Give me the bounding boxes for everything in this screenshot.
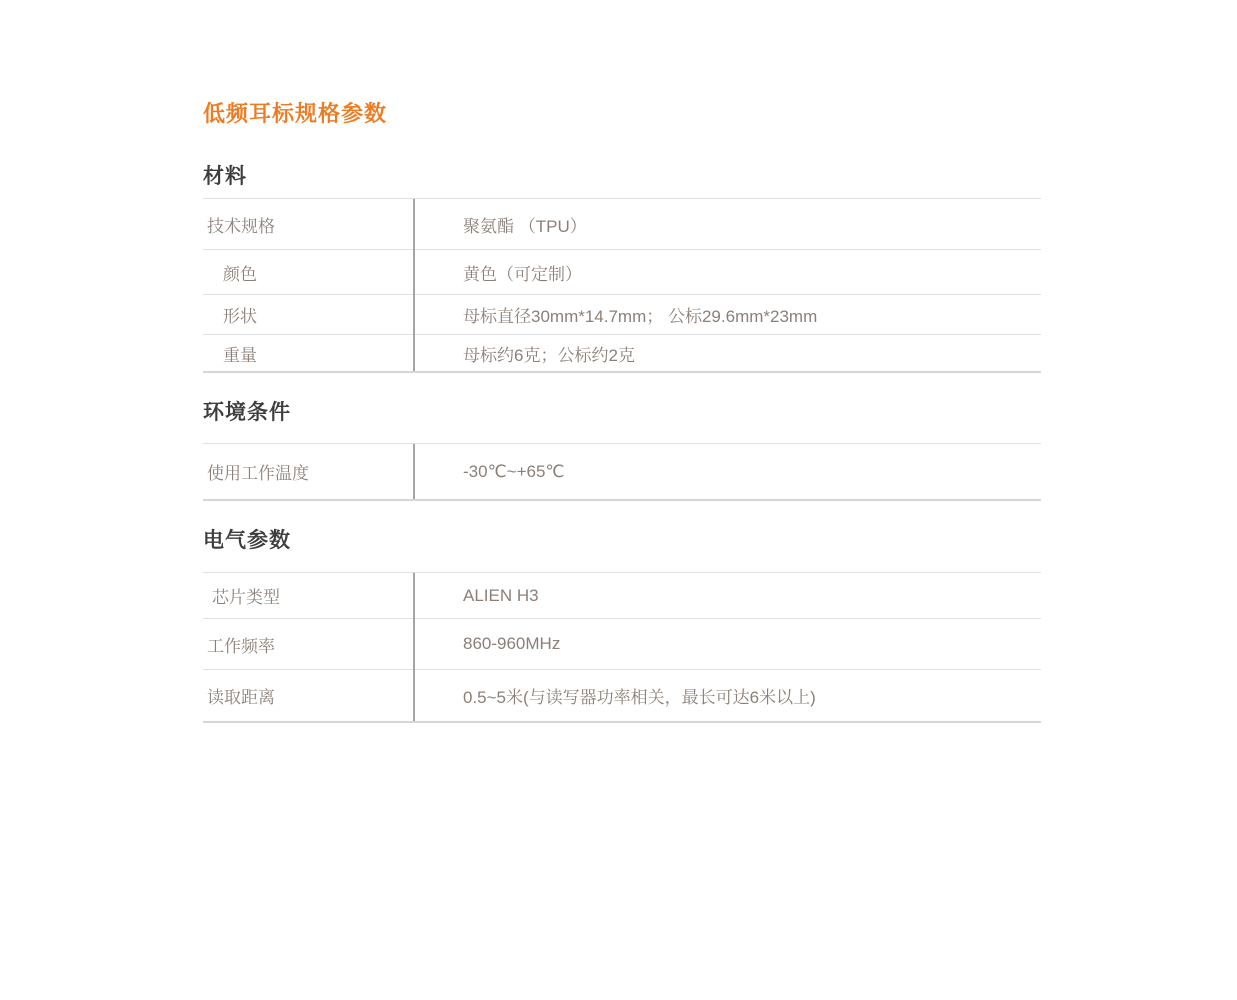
spec-value: 0.5~5米(与读写器功率相关，最长可达6米以上)	[463, 688, 816, 707]
section-heading-material: 材料	[203, 165, 247, 188]
spec-value: 母标约6克；公标约2克	[463, 345, 635, 365]
spec-label: 读取距离	[207, 688, 275, 707]
spec-value: 聚氨酯 （TPU）	[463, 216, 587, 236]
spec-label: 重量	[223, 345, 257, 365]
table-column-divider	[413, 199, 415, 371]
spec-page-content	[203, 0, 1041, 723]
spec-value: -30℃~+65℃	[463, 461, 565, 481]
spec-label: 使用工作温度	[207, 464, 309, 483]
spec-table-environment	[203, 443, 1041, 501]
spec-value: 母标直径30mm*14.7mm； 公标29.6mm*23mm	[463, 307, 818, 326]
table-row	[203, 619, 1041, 670]
spec-label: 形状	[223, 307, 257, 326]
table-row	[203, 670, 1041, 721]
table-row	[203, 573, 1041, 619]
spec-label: 工作频率	[207, 636, 275, 656]
spec-table-electrical	[203, 572, 1041, 723]
table-row	[203, 199, 1041, 250]
section-heading-environment: 环境条件	[203, 401, 291, 424]
spec-label: 芯片类型	[212, 588, 280, 607]
table-row	[203, 444, 1041, 499]
table-row	[203, 335, 1041, 371]
table-column-divider	[413, 444, 415, 499]
spec-table-material	[203, 198, 1041, 373]
table-row	[203, 250, 1041, 295]
page-title: 低频耳标规格参数	[203, 101, 388, 126]
spec-label: 颜色	[223, 264, 257, 284]
table-row	[203, 295, 1041, 335]
spec-label: 技术规格	[207, 216, 275, 236]
section-heading-electrical: 电气参数	[203, 529, 291, 552]
spec-value: 860-960MHz	[463, 634, 561, 653]
spec-value: ALIEN H3	[463, 585, 539, 605]
table-column-divider	[413, 573, 415, 721]
spec-value: 黄色（可定制）	[463, 264, 582, 284]
